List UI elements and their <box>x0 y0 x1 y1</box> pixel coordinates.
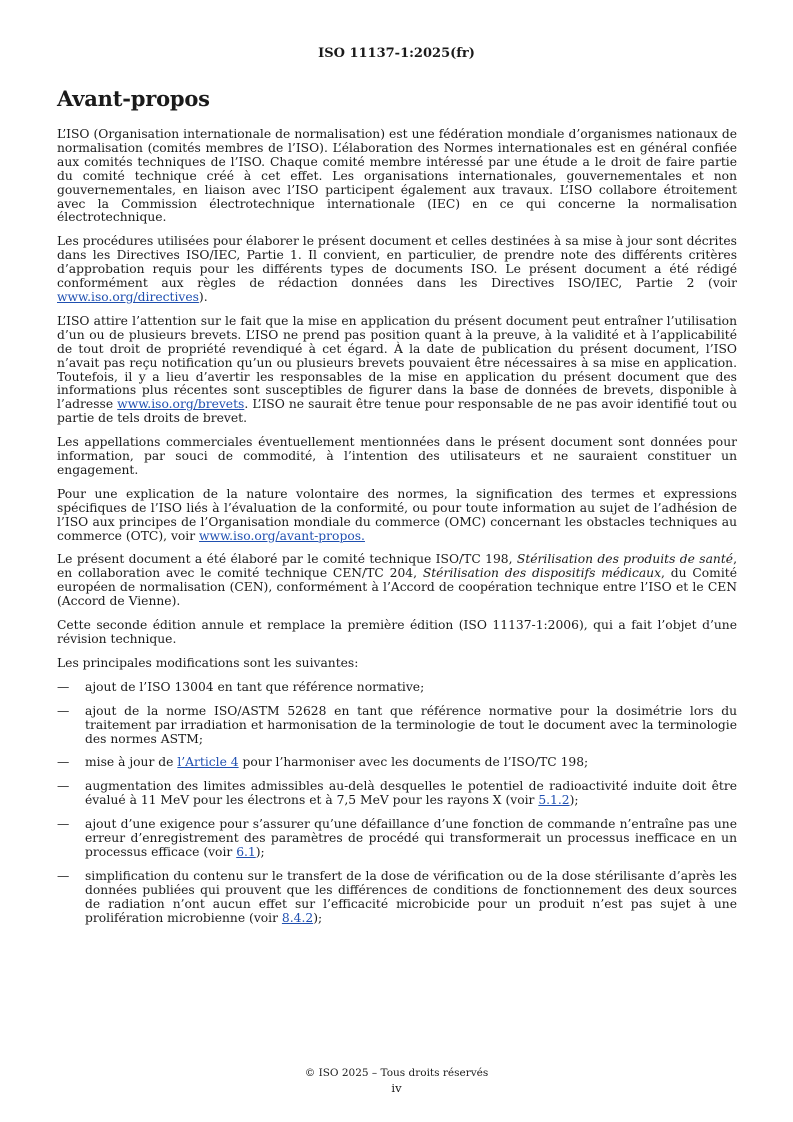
paragraph-text: Les procédures utilisées pour élaborer le présent document et celles destinées à sa mise à jour sont décrites dans les Directives ISO/IEC, Partie 1. Il convient, en particulier, de prendre note des différents critères d’approbation requis pour les différents types de documents ISO. Le présent document a été rédigé conformément aux règles de rédaction données dans les Directives ISO/IEC, Partie 2 (voir <box>57 234 737 291</box>
page-title: Avant-propos <box>57 86 210 111</box>
list-item-text: ); <box>569 793 579 808</box>
paragraph-iso-intro: L’ISO (Organisation internationale de normalisation) est une fédération mondiale d’organismes nationaux de normalisation (comités membres de l’ISO). L’élaboration des Normes internationales est en général confiée aux comités techniques de l’ISO. Chaque comité membre intéressé par une étude a le droit de faire partie du comité technique créé à cet effet. Les organisations internationales, gouvernementales et non gouvernementales, en liaison avec l’ISO participent également aux travaux. L’ISO collabore étroitement avec la Commission électrotechnique internationale (IEC) en ce qui concerne la normalisation électrotechnique. <box>57 127 737 225</box>
paragraph-patents <box>57 315 737 426</box>
page-number: iv <box>391 1081 402 1095</box>
list-item-text: mise à jour de <box>85 755 178 770</box>
link-clause-8-4-2[interactable]: 8.4.2 <box>281 910 314 925</box>
list-item-text: pour l’harmoniser avec les documents de l’ISO/TC 198; <box>238 755 589 770</box>
link-clause-6-1[interactable]: 6.1 <box>236 844 256 859</box>
document-id-header: ISO 11137-1:2025(fr) <box>318 46 475 61</box>
paragraph-voluntary-nature <box>57 488 737 544</box>
paragraph-changes-intro: Les principales modifications sont les suivantes: <box>57 655 359 670</box>
paragraph-procedures <box>57 235 737 305</box>
changes-list <box>57 681 737 926</box>
list-item-text: ajout de la norme ISO/ASTM 52628 en tant que référence normative pour la dosimétrie lors du traitement par irradiation et harmonisation de la terminologie de tout le document avec la terminologie des normes ASTM; <box>85 703 737 746</box>
list-item <box>57 870 737 926</box>
list-item-text: ajout de l’ISO 13004 en tant que référence normative; <box>85 679 425 694</box>
list-item-text: augmentation des limites admissibles au-delà desquelles le potentiel de radioactivité induite doit être évalué à 11 MeV pour les électrons et à 7,5 MeV pour les rayons X (voir <box>85 779 737 808</box>
dash-bullet: — <box>57 868 70 883</box>
copyright-notice: © ISO 2025 – Tous droits réservés <box>304 1067 489 1079</box>
paragraph-text: , en collaboration avec le comité technique CEN/TC 204, <box>57 552 737 581</box>
list-item <box>57 780 737 808</box>
list-item <box>57 756 737 770</box>
paragraph-text: L’ISO attire l’attention sur le fait que la mise en application du présent document peut entraîner l’utilisation d’un ou de plusieurs brevets. L’ISO ne prend pas position quant à la preuve, à la validité et à l’applicabilité de tout droit de propriété revendiqué à cet égard. À la date de publication du présent document, l’ISO n’avait pas reçu notification qu’un ou plusieurs brevets pouvaient être nécessaires à sa mise en application. Toutefois, il y a lieu d’avertir les responsables de la mise en application du présent document que des informations plus récentes sont susceptibles de figurer dans la base de données de brevets, disponible à l’adresse <box>57 313 737 412</box>
dash-bullet: — <box>57 755 70 770</box>
list-item <box>57 818 737 860</box>
link-brevets[interactable]: www.iso.org/brevets <box>117 397 245 412</box>
page-content <box>57 86 737 936</box>
dash-bullet: — <box>57 779 70 794</box>
link-directives[interactable]: www.iso.org/directives <box>57 289 199 304</box>
paragraph-committee <box>57 553 737 609</box>
link-clause-5-1-2[interactable]: 5.1.2 <box>538 793 570 808</box>
link-avant-propos[interactable]: www.iso.org/avant-propos. <box>199 528 365 543</box>
committee-title-italic: Stérilisation des produits de santé <box>516 552 734 567</box>
list-item-text: ); <box>255 844 265 859</box>
dash-bullet: — <box>57 817 70 832</box>
paragraph-text: , du Comité européen de normalisation (CEN), conformément à l’Accord de coopération technique entre l’ISO et le CEN (Accord de Vienne). <box>57 566 737 609</box>
paragraph-trade-names: Les appellations commerciales éventuellement mentionnées dans le présent document sont données pour information, par souci de commodité, à l’intention des utilisateurs et ne sauraient constituer un engagement. <box>57 435 737 477</box>
paragraph-edition: Cette seconde édition annule et remplace la première édition (ISO 11137-1:2006), qui a fait l’objet d’une révision technique. <box>57 618 737 646</box>
paragraph-text: Pour une explication de la nature volontaire des normes, la signification des termes et expressions spécifiques de l’ISO liés à l’évaluation de la conformité, ou pour toute information au sujet de l’adhésion de l’ISO aux principes de l’Organisation mondiale du commerce (OMC) concernant les obstacles techniques au commerce (OTC), voir <box>57 486 737 543</box>
page-footer <box>0 1066 793 1096</box>
cen-committee-title-italic: Stérilisation des dispositifs médicaux <box>422 566 662 581</box>
list-item-text: simplification du contenu sur le transfert de la dose de vérification ou de la dose stérilisante d’après les données publiées qui prouvent que les différences de conditions de fonctionnement des deux sources de radiation n’ont aucun effet sur l’efficacité microbicide pour un produit n’est pas sujet à une prolifération microbienne (voir <box>85 868 737 925</box>
list-item <box>57 681 737 695</box>
dash-bullet: — <box>57 679 70 694</box>
dash-bullet: — <box>57 703 70 718</box>
list-item <box>57 705 737 747</box>
list-item-text: ajout d’une exigence pour s’assurer qu’une défaillance d’une fonction de commande n’entraîne pas une erreur d’enregistrement des paramètres de procédé qui transformerait un processus inefficace en un processus efficace (voir <box>85 817 737 859</box>
link-article-4[interactable]: l’Article 4 <box>177 755 239 770</box>
paragraph-text: Le présent document a été élaboré par le comité technique ISO/TC 198, <box>57 552 517 567</box>
paragraph-text: . L’ISO ne saurait être tenue pour responsable de ne pas avoir identifié tout ou partie de tels droits de brevet. <box>57 397 737 426</box>
paragraph-text: ). <box>198 289 208 304</box>
list-item-text: ); <box>313 910 323 925</box>
